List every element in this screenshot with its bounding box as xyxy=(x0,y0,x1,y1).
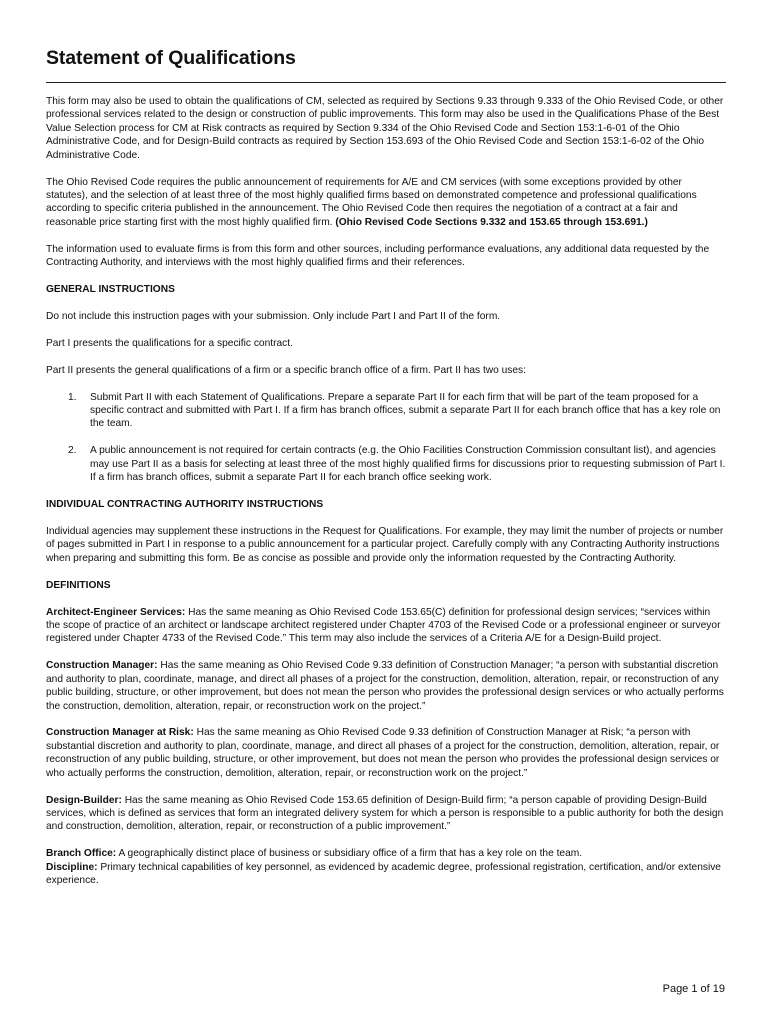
requirements-paragraph xyxy=(46,176,726,230)
definition-term: Architect-Engineer Services: xyxy=(46,606,186,618)
list-item xyxy=(46,444,726,484)
definition-term: Construction Manager: xyxy=(46,660,158,672)
list-number: 2. xyxy=(68,445,77,457)
requirements-citation: (Ohio Revised Code Sections 9.332 and 153.65 through 153.691.) xyxy=(335,216,648,228)
evaluation-paragraph: The information used to evaluate firms is from this form and other sources, including performance evaluations, any additional data requested by the Contracting Authority, and interviews with the most highly qualified firms and their references. xyxy=(46,243,710,269)
definition-term: Discipline: xyxy=(46,861,98,873)
definition-term: Construction Manager at Risk: xyxy=(46,727,194,739)
definition-branch-office xyxy=(46,847,726,860)
definition-text: Has the same meaning as Ohio Revised Code 153.65 definition of Design-Build firm; “a person capable of providing Design-Build services, which is defined as services that form an integrated delivery system for which a person is responsible to a public authority for both the design and construction, demolition, alteration, repair, or reconstruction of a public improvement.” xyxy=(46,794,724,833)
general-instructions-heading: GENERAL INSTRUCTIONS xyxy=(46,283,175,295)
list-text: Submit Part II with each Statement of Qualifications. Prepare a separate Part II for each firm that will be part of the team proposed for a specific contract and submitted with Part I. If a firm has branch offices, submit a separate Part II for each branch office that has a key role on the team. xyxy=(90,391,721,430)
page-number: Page 1 of 19 xyxy=(662,983,725,995)
title-divider xyxy=(46,82,726,83)
definition-text: Has the same meaning as Ohio Revised Code 9.33 definition of Construction Manager; “a person with substantial discretion and authority to plan, coordinate, manage, and direct all phases of a project for the construction, demolition, alteration, repair, or reconstruction of any public building, structure, or other improvement, but does not mean the person who provides the professional design services or who actually performs the construction, demolition, alteration, repair, or reconstruction work on the project.” xyxy=(46,660,724,712)
individual-instructions-heading: INDIVIDUAL CONTRACTING AUTHORITY INSTRUCTIONS xyxy=(46,499,324,511)
requirements-text: The Ohio Revised Code requires the public announcement of requirements for A/E and CM services (with some exceptions provided by other statutes), and the selection of at least three of the most highly qualified firms based on demonstrated competence and professional qualifications according to specific criteria published in the announcement. The Ohio Revised Code then requires the negotiation of a contract at a fair and reasonable price starting first with the most highly qualified firm. xyxy=(46,176,697,228)
general-instructions-p3: Part II presents the general qualifications of a firm or a specific branch office of a firm. Part II has two uses: xyxy=(46,364,526,376)
definition-design-builder xyxy=(46,794,726,834)
definition-term: Design-Builder: xyxy=(46,794,122,806)
definition-cm-at-risk xyxy=(46,726,726,780)
definition-construction-manager xyxy=(46,659,726,713)
list-number: 1. xyxy=(68,391,77,403)
intro-paragraph: This form may also be used to obtain the qualifications of CM, selected as required by Sections 9.33 through 9.333 of the Ohio Revised Code, or other professional services related to the design or construction of public improvements. This form may also be used in the Qualifications Phase of the Best Value Selection process for CM at Risk contracts as required by Section 9.334 of the Ohio Revised Code and Section 153:1-6-01 of the Ohio Administrative Code, and for Design-Build contracts as required by Section 153.693 of the Ohio Revised Code and Section 153:1-6-02 of the Ohio Administrative Code. xyxy=(46,96,724,161)
definition-architect-engineer xyxy=(46,606,726,646)
definition-text: A geographically distinct place of business or subsidiary office of a firm that has a key role on the team. xyxy=(116,848,583,860)
general-instructions-p2: Part I presents the qualifications for a specific contract. xyxy=(46,337,293,349)
definitions-heading: DEFINITIONS xyxy=(46,579,111,591)
definition-text: Has the same meaning as Ohio Revised Code 153.65(C) definition for professional design services; “services within the scope of practice of an architect or landscape architect registered under Chapter 4703 of the Revised Code or a professional engineer or surveyor registered under Chapter 4733 of the Revised Code.” This term may also include the services of a Criteria A/E for a Design-Build project. xyxy=(46,606,721,645)
list-item xyxy=(46,391,726,431)
individual-instructions-text: Individual agencies may supplement these instructions in the Request for Qualifications. For example, they may limit the number of projects or number of pages submitted in Part I in response to a public announcement for a particular project. Carefully comply with any Contracting Authority instructions when preparing and submitting this form. Be as concise as possible and provide only the information requested by the Contracting Authority. xyxy=(46,525,724,564)
list-text: A public announcement is not required for certain contracts (e.g. the Ohio Facilities Construction Commission consultant list), and agencies may use Part II as a basis for selecting at least three of the most highly qualified firms for discussions prior to requesting submission of Part I. If a firm has branch offices, submit a separate Part II for each branch office seeking work. xyxy=(90,445,726,484)
document-page xyxy=(46,44,726,901)
part-ii-uses-list xyxy=(46,391,726,485)
page-title: Statement of Qualifications xyxy=(46,47,296,69)
definition-text: Primary technical capabilities of key personnel, as evidenced by academic degree, professional registration, certification, and/or extensive experience. xyxy=(46,861,721,887)
definition-term: Branch Office: xyxy=(46,848,117,860)
general-instructions-p1: Do not include this instruction pages with your submission. Only include Part I and Part II of the form. xyxy=(46,310,501,322)
definition-text: Has the same meaning as Ohio Revised Code 9.33 definition of Construction Manager at Risk; “a person with substantial discretion and authority to plan, coordinate, manage, and direct all phases of a project for the construction, demolition, alteration, repair, or reconstruction of any public building, structure, or other improvement, but does not mean the person who provides the professional design services or who actually performs the construction, demolition, alteration, repair, or reconstruction work on the project.” xyxy=(46,727,720,779)
definition-discipline xyxy=(46,861,726,888)
